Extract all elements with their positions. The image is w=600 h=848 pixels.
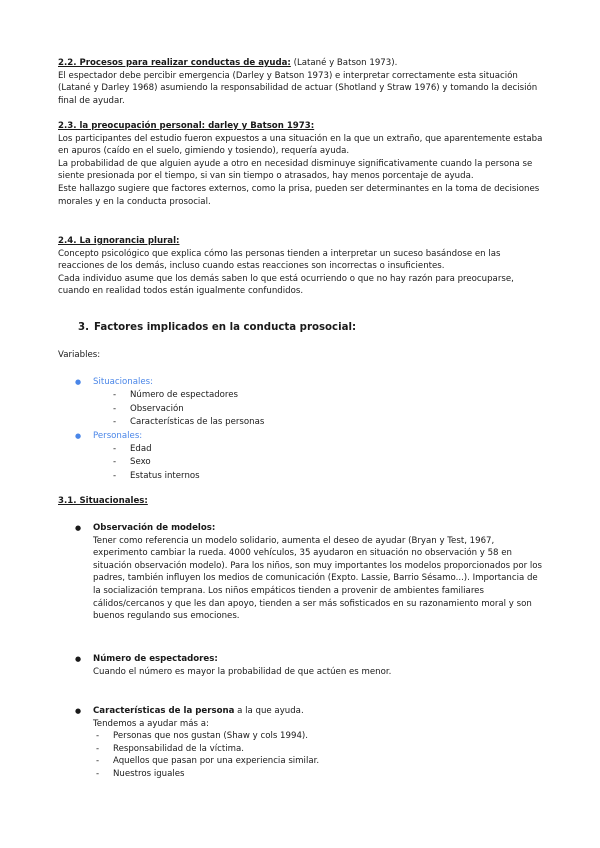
bullet-observacion [58, 522, 548, 623]
section-2-4-title: 2.4. La ignorancia plural: [58, 236, 180, 246]
list-item: - Estatus internos [93, 470, 264, 483]
list-item: - Nuestros iguales [93, 768, 548, 781]
section-2-3 [58, 120, 548, 208]
bullet-icon: ● [75, 524, 82, 532]
sublist [93, 443, 264, 483]
sublist [93, 389, 264, 429]
section-2-4-p2: Cada individuo asume que los demás saben lo que está ocurriendo o que no hay razón para preocuparse, cuando en realidad todos están igualmente confundidos. [58, 273, 514, 297]
section-3-heading [78, 322, 356, 333]
list-item [58, 430, 264, 484]
group-label-personales: Personales: [93, 430, 143, 441]
list-item: - Sexo [93, 456, 264, 469]
group-label-situacionales: Situacionales: [93, 377, 154, 387]
list-item: - Número de espectadores [93, 389, 264, 402]
observacion-body: Tener como referencia un modelo solidario, aumenta el deseo de ayudar (Bryan y Test, 1967, experimento cambiar la rueda. 4000 vehículos, 35 ayudaron en situación no observación y 58 en situación observación modelo). Para los niños, son muy importantes los modelos proporcionados por los padres, también influyen los medios de comunicación (Expto. Lassie, Barrio Sésamo...). Importancia de la socialización temprana. Los niños empáticos tienden a provenir de ambientes familiares cálidos/cercanos y que les dan apoyo, tienden a ser más sofisticados en su razonamiento moral y son buenos regulando sus emociones. [93, 535, 542, 622]
section-2-4-p1: Concepto psicológico que explica cómo las personas tienden a interpretar un suceso basándose en las reacciones de los demás, incluso cuando estas reacciones son incorrectas o insuficientes. [58, 248, 501, 272]
section-3-number: 3. [78, 322, 89, 333]
observacion-heading: Observación de modelos: [93, 523, 216, 533]
caracteristicas-list [93, 730, 548, 780]
numero-body: Cuando el número es mayor la probabilidad de que actúen es menor. [93, 666, 392, 677]
numero-heading: Número de espectadores: [93, 654, 218, 664]
bullet-icon: ● [75, 707, 82, 715]
list-item: - Características de las personas [93, 416, 264, 429]
section-2-2-heading [58, 57, 548, 70]
bullet-icon: ● [75, 655, 82, 663]
section-2-3-p3: Este hallazgo sugiere que factores externos, como la prisa, pueden ser determinantes en la toma de decisiones morales y en la conducta prosocial. [58, 183, 540, 207]
section-3-1-title: 3.1. Situacionales: [58, 496, 148, 506]
variables-label: Variables: [58, 350, 101, 360]
bullet-caracteristicas [58, 705, 548, 781]
list-item: - Aquellos que pasan por una experiencia similar. [93, 755, 548, 768]
caracteristicas-heading [93, 705, 548, 718]
list-item [58, 376, 264, 430]
section-2-2-body: El espectador debe percibir emergencia (Darley y Batson 1973) e interpretar correctamente esta situación (Latané y Darley 1968) asumiendo la responsabilidad de actuar (Shotland y Straw 1976) y tomando la decisión final de ayudar. [58, 70, 538, 106]
section-2-4 [58, 235, 548, 298]
caracteristicas-intro: Tendemos a ayudar más a: [93, 718, 209, 729]
variables-list [58, 376, 264, 483]
section-2-3-title: 2.3. la preocupación personal: darley y Batson 1973: [58, 121, 315, 131]
caracteristicas-head-rest: a la que ayuda. [234, 706, 304, 716]
section-3-title: Factores implicados en la conducta prosocial: [94, 322, 357, 333]
section-2-2-title: 2.2. Procesos para realizar conductas de ayuda: [58, 58, 291, 68]
list-item: - Edad [93, 443, 264, 456]
section-2-3-p1: Los participantes del estudio fueron expuestos a una situación en la que un extraño, que aparentemente estaba en apuros (caído en el suelo, gimiendo y tosiendo), requería ayuda. [58, 133, 543, 157]
bullet-numero [58, 653, 548, 678]
section-3-1 [58, 495, 548, 508]
section-2-2 [58, 57, 548, 107]
caracteristicas-head: Características de la persona [93, 706, 235, 716]
section-2-3-p2: La probabilidad de que alguien ayude a otro en necesidad disminuye significativamente cuando la persona se siente presionada por el tiempo, si van sin tiempo o atrasados, hay menos porcentaje de ayuda. [58, 158, 533, 182]
list-item: - Responsabilidad de la víctima. [93, 743, 548, 756]
list-item: - Observación [93, 403, 264, 416]
section-2-2-title-ref: (Latané y Batson 1973). [290, 58, 398, 68]
list-item: - Personas que nos gustan (Shaw y cols 1994). [93, 730, 548, 743]
